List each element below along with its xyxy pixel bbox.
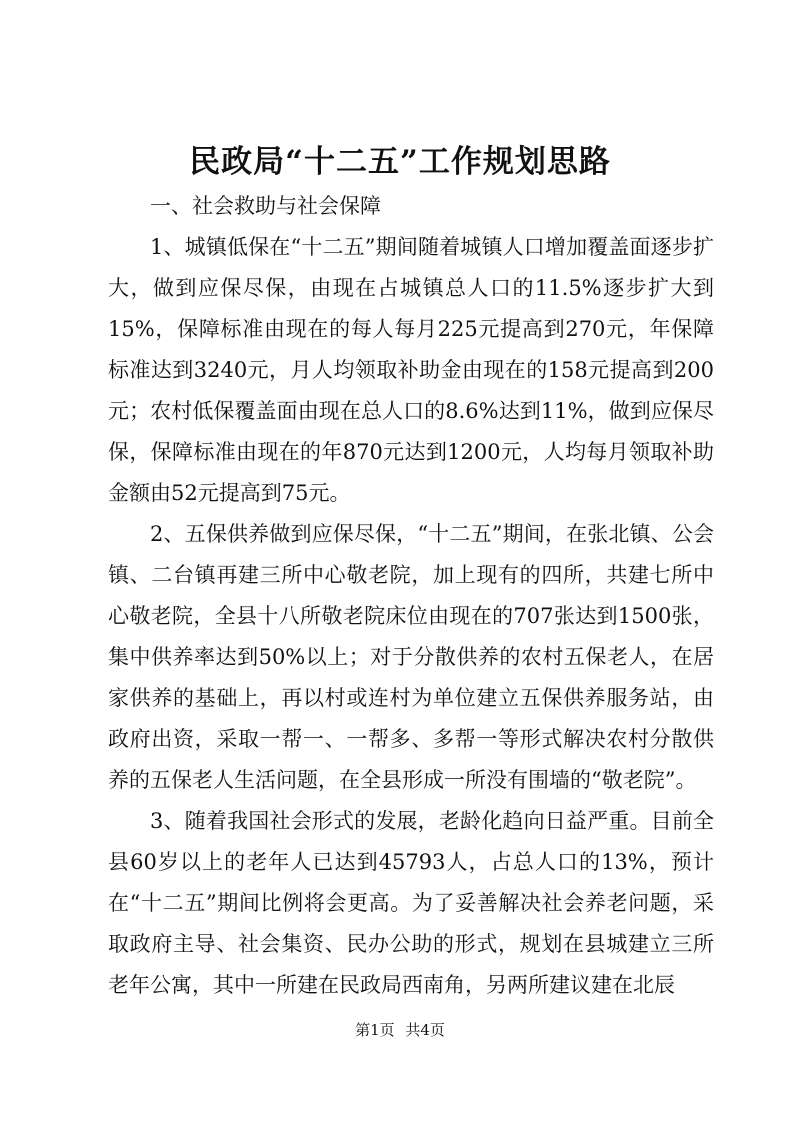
- paragraph-1: 1、城镇低保在“十二五”期间随着城镇人口增加覆盖面逐步扩大，做到应保尽保，由现在占城镇总人口的11.5%逐步扩大到15%，保障标准由现在的每人每月225元提高到270元，年保障标准达到3240元，月人均领取补助金由现在的158元提高到200元；农村低保覆盖面由现在总人口的8.6%达到11%，做到应保尽保，保障标准由现在的年870元达到1200元，人均每月领取补助金额由52元提高到75元。: [108, 235, 714, 505]
- page-number: 第1页: [355, 1021, 395, 1039]
- paragraph-3: 3、随着我国社会形式的发展，老龄化趋向日益严重。目前全县60岁以上的老年人已达到45793人，占总人口的13%，预计在“十二五”期间比例将会更高。为了妥善解决社会养老问题，采取政府主导、社会集资、民办公助的形式，规划在县城建立三所老年公寓，其中一所建在民政局西南角，另两所建议建在北辰: [108, 809, 714, 997]
- section-heading: 一、社会救助与社会保障: [150, 194, 381, 218]
- page-footer: [0, 1020, 800, 1040]
- document-title: 民政局“十二五”工作规划思路: [189, 144, 611, 180]
- document-body: [108, 186, 714, 1006]
- page-total: 共4页: [405, 1021, 445, 1039]
- paragraph-2: 2、五保供养做到应保尽保，“十二五”期间，在张北镇、公会镇、二台镇再建三所中心敬老院，加上现有的四所，共建七所中心敬老院，全县十八所敬老院床位由现在的707张达到1500张，集中供养率达到50%以上；对于分散供养的农村五保老人，在居家供养的基础上，再以村或连村为单位建立五保供养服务站，由政府出资，采取一帮一、一帮多、多帮一等形式解决农村分散供养的五保老人生活问题，在全县形成一所没有围墙的“敬老院”。: [108, 522, 714, 792]
